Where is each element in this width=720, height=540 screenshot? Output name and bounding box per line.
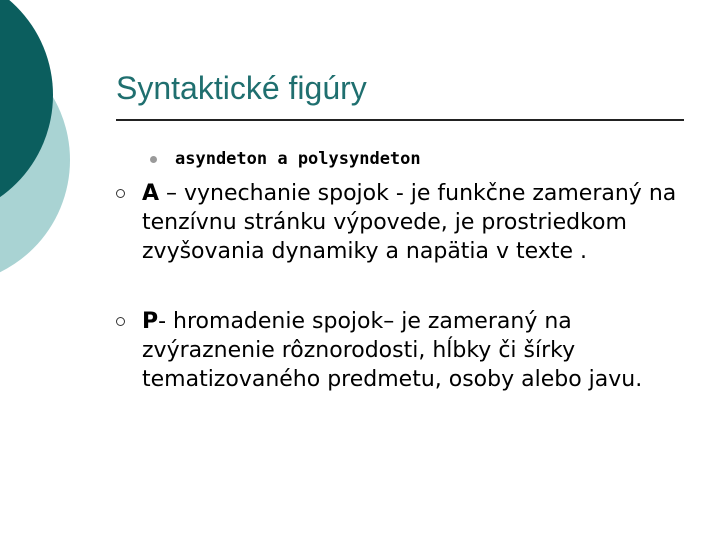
title-underline (116, 119, 684, 121)
ring-bullet-icon (116, 189, 125, 198)
item-lead: P (142, 309, 159, 334)
item-body: – vynechanie spojok - je funkčne zameraný na tenzívnu stránku výpovede, je prostriedkom zvyšovania dynamiky a napätia v texte . (142, 181, 677, 264)
decorative-circles (0, 0, 120, 300)
item-body: - hromadenie spojok– je zameraný na zvýraznenie rôznorodosti, hĺbky či šírky tematizovaného predmetu, osoby alebo javu. (142, 309, 643, 392)
slide-title: Syntaktické figúry (116, 70, 367, 106)
sub-bullet-text: asyndeton a polysyndeton (175, 149, 421, 169)
ring-bullet-icon (116, 317, 125, 326)
list-item-text (142, 307, 682, 394)
list-item-text (142, 179, 682, 266)
dot-bullet-icon (150, 156, 157, 163)
item-lead: A (142, 181, 160, 206)
